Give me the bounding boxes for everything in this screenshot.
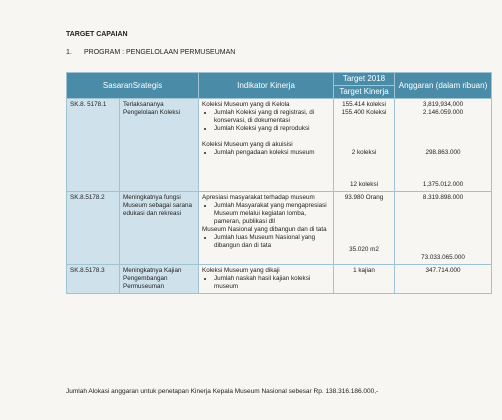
anggaran-value: 8.319.898.000 (422, 194, 464, 201)
anggaran-value: 3,819,934,000 (422, 101, 464, 108)
row-target (334, 192, 395, 265)
program-heading (66, 49, 235, 56)
row-code: SK.8.5178.3 (67, 265, 120, 294)
anggaran-value: 73.033.065.000 (421, 254, 465, 261)
row-code: SK.8.5178.2 (67, 192, 120, 265)
target-value: 155.414 koleksi (342, 101, 386, 108)
program-number: 1. (66, 49, 72, 56)
target-value: 93.980 Orang (344, 194, 384, 201)
row-sasaran: Meningkatnya Kajian Pengembangan Permuseuman (120, 265, 199, 294)
anggaran-value: 1,375.012.000 (422, 181, 464, 188)
program-label: PROGRAM : PENGELOLAAN PERMUSEUMAN (84, 49, 236, 56)
indikator-bullet: • Jumlah Masyarakat yang mengapresiasi Museum melalui kegiatan lomba, pameran, publikasi dll (214, 202, 330, 226)
row-anggaran (395, 99, 492, 192)
table-row (67, 192, 492, 265)
indikator-text: Apresiasi masyarakat terhadap museum (202, 194, 315, 201)
row-target (334, 99, 395, 192)
table-row (67, 265, 492, 294)
indikator-bullet: • Jumlah Koleksi yang di reproduksi (214, 125, 330, 133)
row-sasaran: Meningkatnya fungsi Museum sebagai sarana edukasi dan rekreasi (120, 192, 199, 265)
indikator-text: Koleksi Museum yang dikaji (202, 267, 280, 274)
row-target: 1 kajian (334, 265, 395, 294)
row-indikator (199, 192, 334, 265)
header-sasaran: SasaranSrategis (67, 73, 199, 99)
indikator-text: Museum Nasional yang dibangun dan di tata (202, 226, 327, 233)
row-code: SK.8. 5178.1 (67, 99, 120, 192)
indikator-bullet: • Jumlah naskah hasil kajian koleksi museum (214, 275, 330, 291)
row-indikator (199, 99, 334, 192)
row-indikator (199, 265, 334, 294)
page-title: TARGET CAPAIAN (66, 31, 128, 38)
indikator-text: Koleksi Museum yang di akuisisi (202, 141, 293, 148)
indikator-bullet: • Jumlah luas Museum Nasional yang dibangun dan di tata (214, 234, 330, 250)
target-value: 155.400 Koleksi (341, 109, 387, 116)
header-indikator: Indikator Kinerja (199, 73, 334, 99)
row-sasaran: Terlaksananya Pengelolaan Koleksi (120, 99, 199, 192)
table-row (67, 99, 492, 192)
target-value: 35.020 m2 (349, 246, 379, 253)
header-target-year: Target 2018 (334, 73, 395, 86)
footer-text: Jumlah Alokasi anggaran untuk penetapan Kinerja Kepala Museum Nasional sebesar Rp. 138.316.186.000,- (66, 388, 379, 395)
anggaran-value: 298.863.000 (425, 149, 461, 156)
target-table (66, 72, 492, 294)
header-target-kinerja: Target Kinerja (334, 86, 395, 99)
indikator-bullet: • Jumlah Koleksi yang di registrasi, di konservasi, di dokumentasi (214, 109, 330, 125)
row-anggaran (395, 192, 492, 265)
anggaran-value: 2.146.059.000 (422, 109, 464, 116)
header-anggaran: Anggaran (dalam ribuan) (395, 73, 492, 99)
indikator-text: Koleksi Museum yang di Kelola (202, 101, 290, 108)
indikator-bullet: • Jumlah pengadaan koleksi museum (214, 149, 330, 157)
target-value: 2 koleksi (351, 149, 377, 156)
target-value: 12 koleksi (349, 181, 378, 188)
row-anggaran: 347.714.000 (395, 265, 492, 294)
